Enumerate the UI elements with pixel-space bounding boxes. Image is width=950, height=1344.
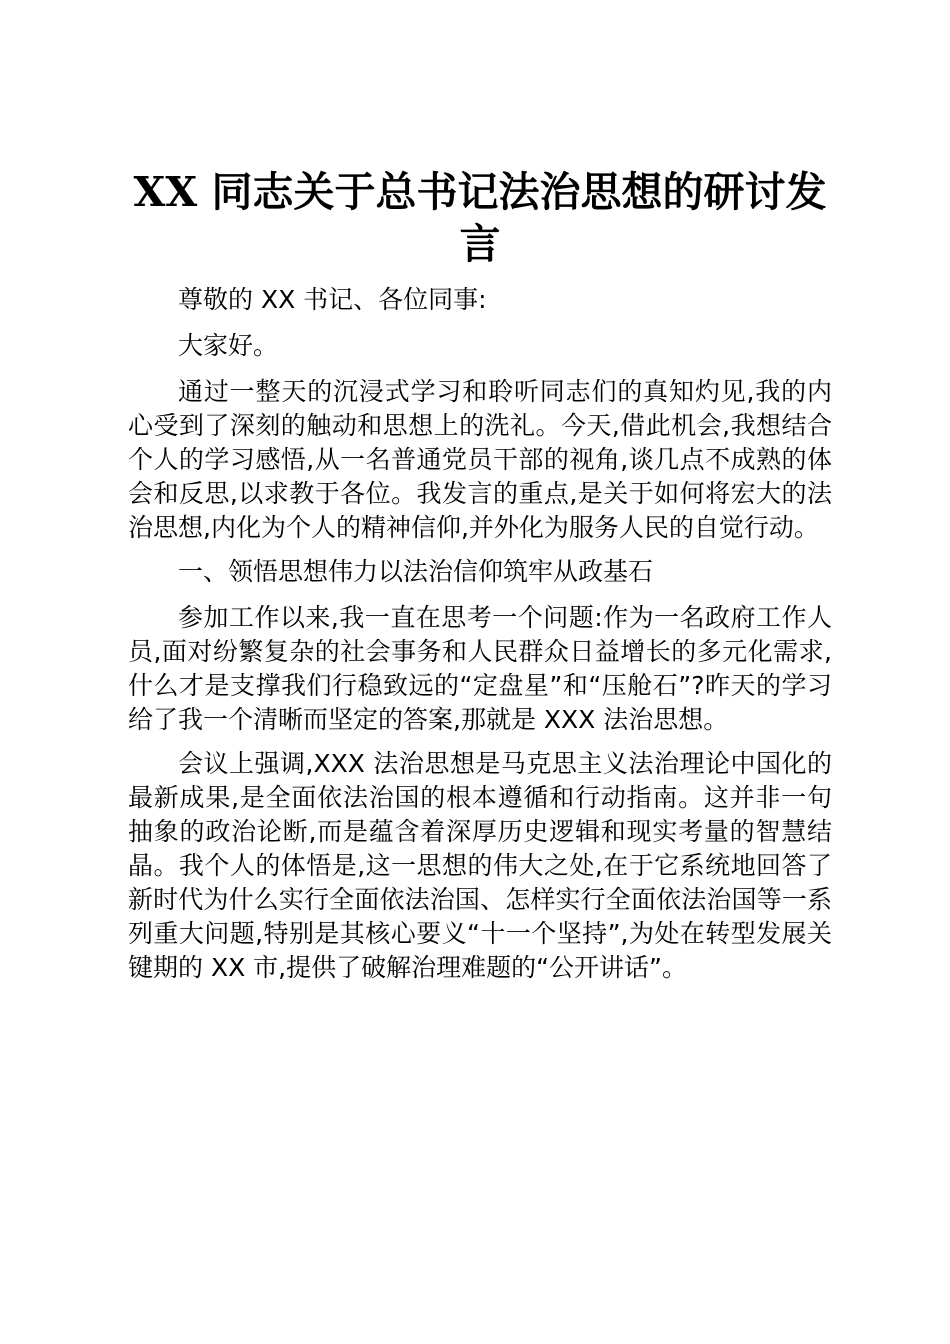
intro-paragraph: 通过一整天的沉浸式学习和聆听同志们的真知灼见,我的内心受到了深刻的触动和思想上的洗礼。今天,借此机会,我想结合个人的学习感悟,从一名普通党员干部的视角,谈几点不成熟的体会和反思,以求教于各位。我发言的重点,是关于如何将宏大的法治思想,内化为个人的精神信仰,并外化为服务人民的自觉行动。 — [128, 377, 832, 542]
greeting: 大家好。 — [178, 331, 279, 360]
document-body — [128, 283, 832, 995]
document-title: XX 同志关于总书记法治思想的研讨发言 — [133, 168, 827, 268]
salutation: 尊敬的 XX 书记、各位同事: — [178, 285, 487, 314]
section-heading-1: 一、领悟思想伟力以法治信仰筑牢从政基石 — [178, 557, 654, 586]
body-paragraph: 会议上强调,XXX 法治思想是马克思主义法治理论中国化的最新成果,是全面依法治国的根本遵循和行动指南。这并非一句抽象的政治论断,而是蕴含着深厚历史逻辑和现实考量的智慧结晶。我个人的体悟是,这一思想的伟大之处,在于它系统地回答了新时代为什么实行全面依法治国、怎样实行全面依法治国等一系列重大问题,特别是其核心要义“十一个坚持”,为处在转型发展关键期的 XX 市,提供了破解治理难题的“公开讲话”。 — [128, 749, 832, 982]
body-paragraph: 参加工作以来,我一直在思考一个问题:作为一名政府工作人员,面对纷繁复杂的社会事务和人民群众日益增长的多元化需求,什么才是支撑我们行稳致远的“定盘星”和“压舱石”?昨天的学习给了我一个清晰而坚定的答案,那就是 XXX 法治思想。 — [128, 603, 832, 734]
